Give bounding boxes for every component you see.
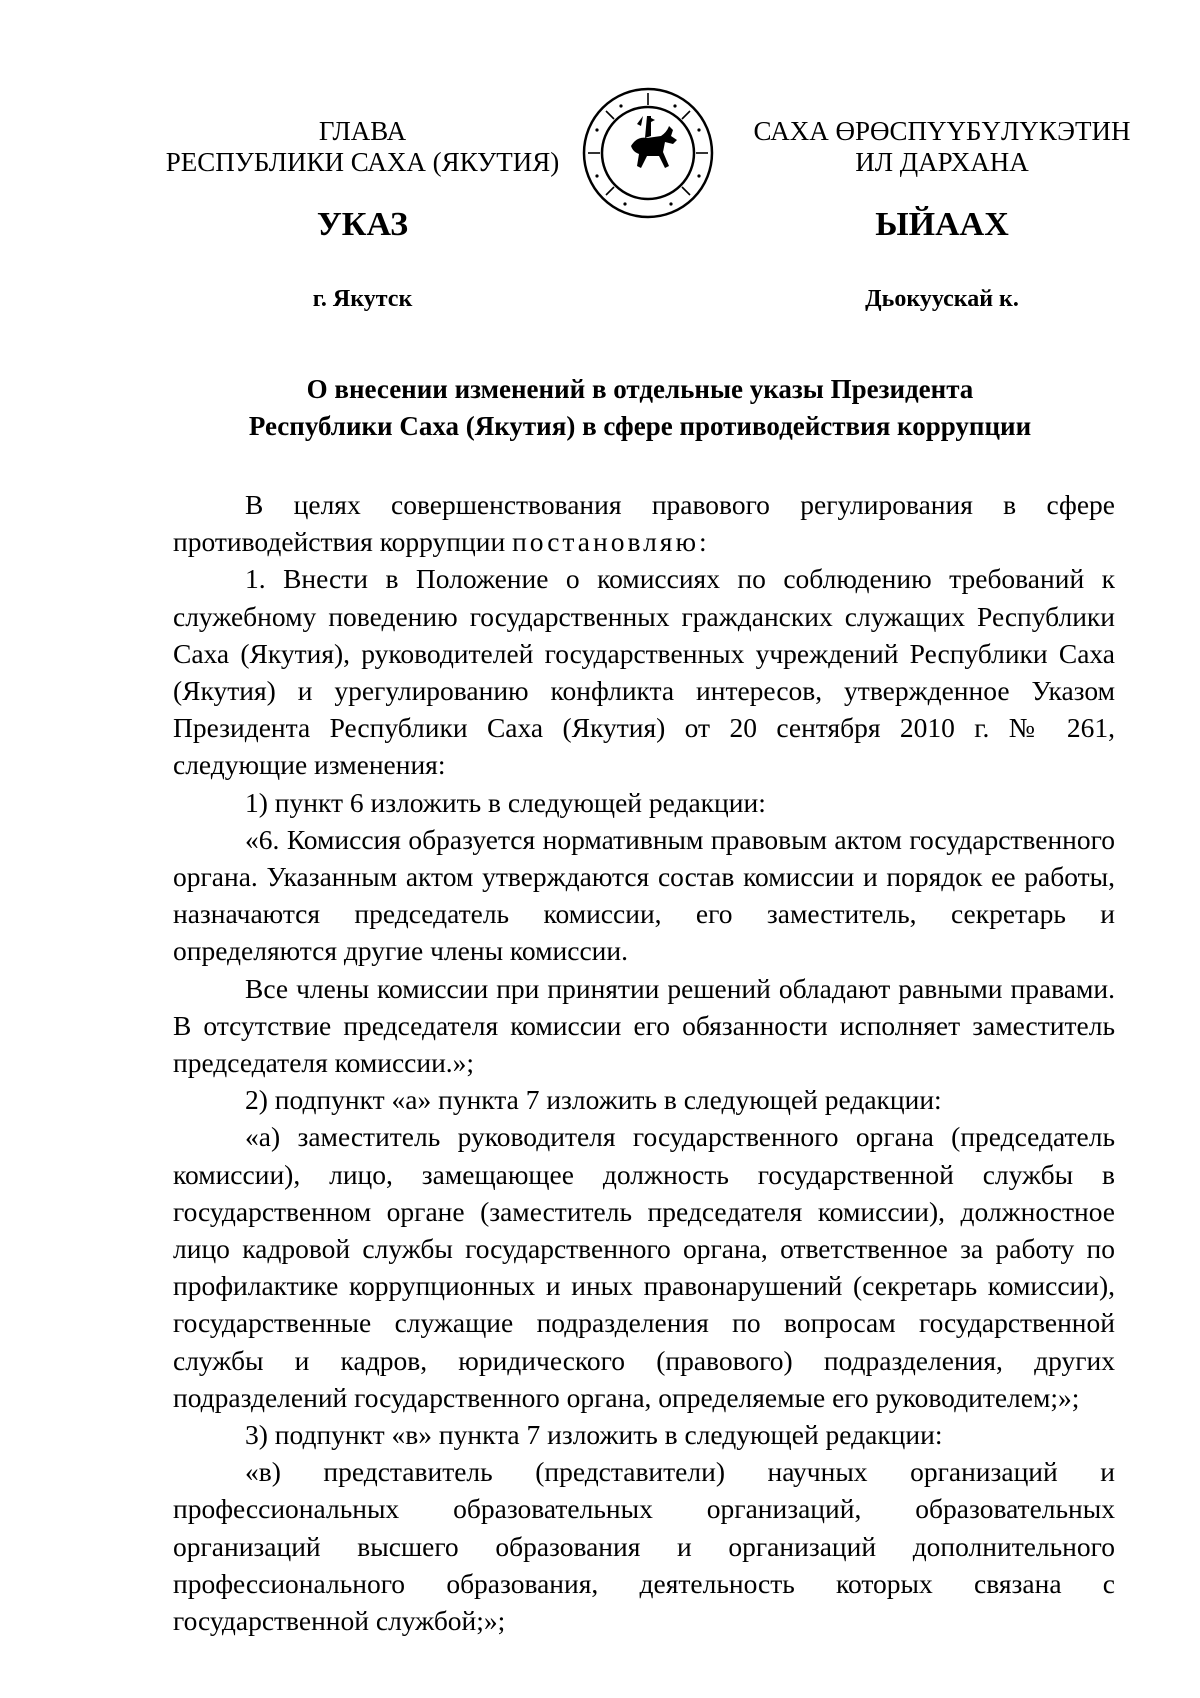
city-yakut: Дьокуускай к.	[865, 286, 1019, 312]
issuer-title-line2: РЕСПУБЛИКИ САХА (ЯКУТИЯ)	[165, 147, 560, 177]
issuer-header-yakut	[732, 116, 1152, 178]
paragraph-8: «в) представитель (представители) научных организаций и профессиональных образовательных организаций, образовательных организаций высшего образования и организаций дополнительного профессионального образования, деятельность которых связана с государственной службой;»;	[173, 1456, 1115, 1637]
paragraph-2: 1) пункт 6 изложить в следующей редакции:	[245, 786, 766, 818]
decree-verb: постановляю	[512, 526, 699, 558]
subject-line1: О внесении изменений в отдельные указы Президента	[306, 374, 974, 404]
issuer-title-line1: ГЛАВА	[318, 116, 407, 146]
paragraph-3: «6. Комиссия образуется нормативным правовым актом государственного органа. Указанным актом утверждаются состав комиссии и порядок ее работы, назначаются председатель комиссии, его заместитель, секретарь и определяются другие члены комиссии.	[173, 823, 1115, 967]
document-type-yakut: ЫЙААХ	[875, 206, 1009, 243]
intro-text: В целях совершенствования правового регулирования в сфере противодействия коррупции	[173, 489, 1115, 558]
issuer-header-russian	[160, 116, 565, 178]
intro-paragraph	[173, 486, 1115, 560]
decree-body	[173, 486, 1115, 1639]
paragraph-1: 1. Внести в Положение о комиссиях по соблюдению требований к служебному поведению государственных гражданских служащих Республики Саха (Якутия), руководителей государственных учреждений Республики Саха (Якутия) и урегулированию конфликта интересов, утвержденное Указом Президента Республики Саха (Якутия) от 20 сентября 2010 г. № 261, следующие изменения:	[173, 563, 1115, 781]
paragraph-6: «а) заместитель руководителя государственного органа (председатель комиссии), лицо, замещающее должность государственной службы в государственном органе (заместитель председателя комиссии), должностное лицо кадровой службы государственного органа, ответственное за работу по профилактике коррупционных и иных правонарушений (секретарь комиссии), государственные служащие подразделения по вопросам государственной службы и кадров, юридического (правового) подразделения, других подразделений государственного органа, определяемые его руководителем;»;	[173, 1121, 1115, 1413]
intro-colon: :	[699, 526, 707, 558]
subject-line2: Республики Саха (Якутия) в сфере противодействия коррупции	[248, 411, 1032, 441]
paragraph-7: 3) подпункт «в» пункта 7 изложить в следующей редакции:	[245, 1419, 943, 1451]
city-russian: г. Якутск	[312, 286, 413, 312]
issuer-title-yakut-line2: ИЛ ДАРХАНА	[855, 147, 1029, 177]
paragraph-5: 2) подпункт «а» пункта 7 изложить в следующей редакции:	[245, 1084, 942, 1116]
coat-of-arms-icon	[581, 86, 715, 220]
issuer-title-yakut-line1: САХА ӨРӨСПҮҮБҮЛҮКЭТИН	[753, 116, 1131, 146]
decree-subject	[160, 371, 1120, 445]
paragraph-4: Все члены комиссии при принятии решений обладают равными правами. В отсутствие председателя комиссии его обязанности исполняет заместитель председателя комиссии.»;	[173, 972, 1115, 1079]
document-type-russian: УКАЗ	[316, 206, 409, 243]
